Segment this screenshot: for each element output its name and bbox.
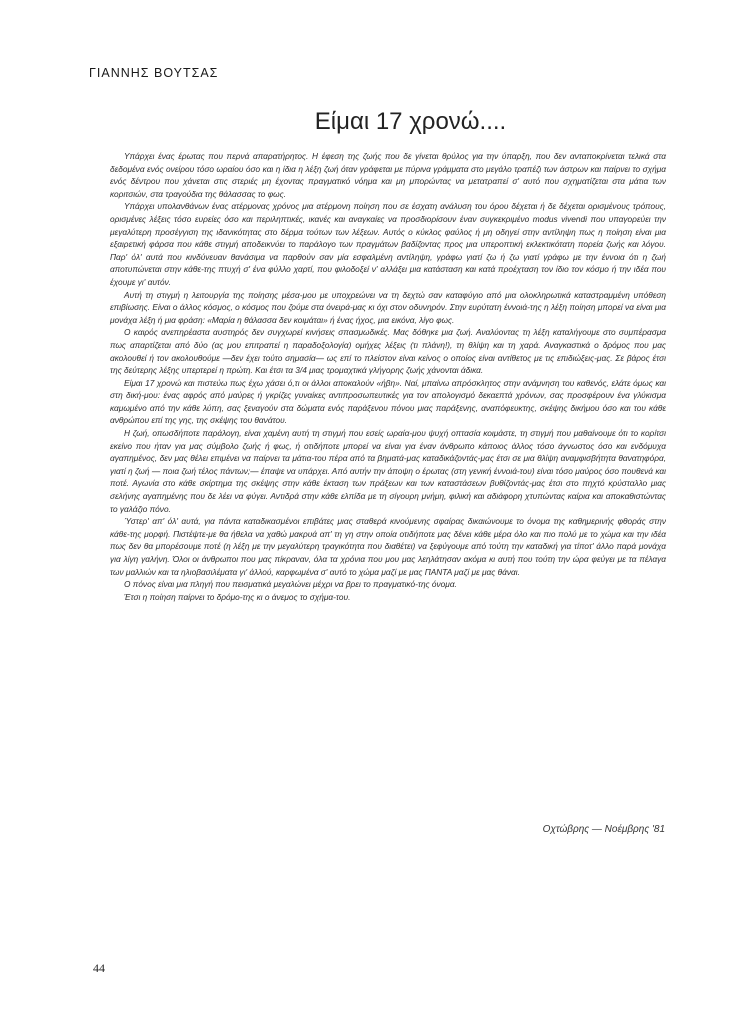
article-body xyxy=(110,150,666,603)
paragraph: Υπάρχει ένας έρωτας που περνά απαρατήρητος. Η έφεση της ζωής που δε γίνεται θρύλος για την ύπαρξη, που δεν ανταποκρίνεται τελικά στα δεδομένα ενός ονείρου τόσο ωραίου όσο και η ίδια η λέξη ζωή όταν γράφεται με πύρινα γράμματα στο μεγάλο τραπέζι των άστρων και παίρνει το σχήμα ενός δέντρου που χάνεται στις στεριές μη έχοντας πραγματικό νόημα και μη μπορώντας να μετατραπεί σ' αυτό που σχηματίζεται στα μάτια των κοριτσιών, στα τραγούδια της θάλασσας το φως. xyxy=(110,151,666,199)
paragraph: Αυτή τη στιγμή η λειτουργία της ποίησης μέσα-μου με υποχρεώνει να τη δεχτώ σαν καταφύγιο από μια ολοκληρωτικά καταστραμμένη υπόθεση επιβίωσης. Είναι ο άλλος κόσμος, ο κόσμος που ζούμε στα όνειρά-μας κι όχι στον οδυνηρόν. Στην ευρύτατη έννοιά-της η λέξη ποίηση μπορεί να είναι μια μονάχα λέξη ή μια φράση: «Μαρία η θάλασσα δεν κοιμάται» ή ένας ήχος, μια εικόνα, λίγο φως. xyxy=(110,289,666,325)
paragraph: Ο καιρός ανεπηρέαστα αυστηρός δεν συγχωρεί κινήσεις σπασμωδικές. Μας δόθηκε μια ζωή. Αναλύοντας τη λέξη καταλήγουμε στο συμπέρασμα πως απαρτίζεται από δύο (ας μου επιτραπεί η παραδοξολογία) ομήχες λέξεις (τι πλάνη!), τη θλίψη και τη χαρά. Αναγκαστικά ο δρόμος που μας ακολουθεί ή τον ακολουθούμε —δεν έχει τούτο σημασία— ως επί το πλείστον είναι κείνος ο οποίος είναι αντίθετος με τις επιδιώξεις-μας. Σε βάρος έτσι της δεύτερης λέξης υπερτερεί η πρώτη. Και έτσι τα 3/4 μιας τρομαχτικά γλήγορης ζωής χάνονται άδικα. xyxy=(110,327,666,376)
paragraph: Ο πόνος είναι μια πληγή που πεισματικά μεγαλώνει μέχρι να βρει το πραγματικό-της όνομα. xyxy=(124,579,457,590)
article-title: Είμαι 17 χρονώ.... xyxy=(314,108,507,135)
paragraph: Έτσι η ποίηση παίρνει το δρόμο-της κι ο άνεμος το σχήμα-του. xyxy=(124,591,351,602)
paragraph: Είμαι 17 χρονώ και πιστεύω πως έχω χάσει ό,τι οι άλλοι αποκαλούν «ήβη». Ναί, μπαίνω απρόσκλητος στην ανάμνηση του καθενός, ελάτε όμως και στη δική-μου: ένας αφρός από μαύρες ή γκρίζες γυναίκες αντιπροσωπευτικές για τον απολογισμό δεκαεπτά χρόνων, σας προσφέρουν ένα γλύκισμα καμωμένο από την κάθε λύπη, σας ξεναγούν στα δώματα ενός παράξενου πόνου μιας παράξενης, αναπόφευκτης, σκέψης δικήμου όσο και του κάθε ανθρώπου επί της γης, της σκέψης του θανάτου. xyxy=(110,377,666,426)
page-number: 44 xyxy=(93,961,105,975)
dateline: Οχτώβρης — Νοέμβρης '81 xyxy=(542,824,665,835)
paragraph: Η ζωή, οπωσδήποτε παράλογη, είναι χαμένη αυτή τη στιγμή που εσείς ωραία-μου ψυχή οπτασία κοιμάστε, τη στιγμή που μαθαίνουμε ότι το κορίτσι εκείνο που ήταν για μας σύμβολο ζωής ή φως, ή οτιδήποτε μπορεί να είναι για έναν άνθρωπο κάποιος άλλος τόσο άγνωστος όσο και ενδόμυχα αγαπημένος, δεν μας θέλει επιμένει να παίρνει τα μάτια-του πέρα από τα βηματά-μας καταδικάζοντάς-μας έτσι σε μια θλίψη αναμφισβήτητα θανατηφόρα, γιατί η ζωή — ποια ζωή τέλος πάντων;— έπαψε να υπάρχει. Από αυτήν την άποψη ο έρωτας (στη γενική έννοιά-του) είναι τόσο μαύρος όσο πουθενά και ποτέ. Αγωνία στο κάθε σκίρτημα της σκέψης στην κάθε έκταση των πράξεων και των καταστάσεων βυθίζοντάς-μας έτσι στο πηχτό κρύσταλλο μιας σελήνης αγαπημένης που δε λέει να φύγει. Αντιδρά στην κάθε ελπίδα με τη σίγουρη μνήμη, φιλική και αδιάφορη χτυπώντας καίρια και αποκαθιστώντας το γαλάζιο πόνο. xyxy=(110,428,666,514)
paragraph: Υπάρχει υπολανθάνων ένας ατέρμονας χρόνος μια ατέρμονη ποίηση που σε έσχατη ανάλυση του όρου δέχεται ή δε δέχεται ορισμένους τρόπους, ορισμένες λέξεις τόσο ευρείες όσο και περιληπτικές, ικανές και αναγκαίες να προσδιορίσουν έναν συγκεκριμένο modus vivendi που υπαγορεύει την μεγαλύτερη προσέγγιση της ιδανικότητας στο δέρμα τούτων των λέξεων. Αυτός ο κύκλος φαύλος ή μη οδηγεί στην αντίληψη πως η ποίηση είναι μια εξαιρετική φάρσα που κάθε στιγμή αποδεικνύει το παράλογο των πραγμάτων βαδίζοντας προς μια υπεροπτική εκλεκτικότατη πορεία ζωής και λόγου. Παρ' όλ' αυτά που κινδύνευαν θανάσιμα να παρθούν σαν μία εσφαλμένη αντίληψη, γράφω γιατί ζω ή ζω γιατί γράφω με την έννοια ότι η ζωή αποτυπώνεται στην κάθε-της πτυχή σ' ένα φύλλο χαρτί, που φιλοδοξεί ν' αλλάξει μια κατάσταση και κατά προέχταση τον ίδιο τον κόσμο ή την ιδέα που έχουμε γι' αυτόν. xyxy=(110,201,666,287)
paragraph: Ύστερ' απ' όλ' αυτά, για πάντα καταδικασμένοι επιβάτες μιας σταθερά κινούμενης σφαίρας δικαιώνουμε το όνομα της καθημερινής φθοράς στην κάθε-της μορφή. Πιστέψτε-με θα ήθελα να χαθώ μακρυά απ' τη γη στην οποία οτιδήποτε μας δένει κάθε μέρα όλο και πιο πολύ με το χώμα και την ιδέα πως δεν θα μπορέσουμε ποτέ (η λέξη με την μεγαλύτερη τραγικότητα που διαθέτει) να ξεφύγουμε από τούτη την καταδική για τίποτ' άλλο παρά μονάχα για λίγη γαλήνη. Όλοι οι άνθρωποι που μας πίκραναν, όλα τα χρόνια που μου μας λεηλάτησαν ακόμα κι αυτή που τούτη την ώρα φεύγει με τα πέλαγα των μαλλιών και τα ηλιοβασιλέματα γι' άλλού, καρφωμένα σ' αυτό το χώμα μαζί με μας ΠΑΝΤΑ μαζί με μας θάναι. xyxy=(110,516,666,577)
author-name: ΓΙΑΝΝΗΣ ΒΟΥΤΣΑΣ xyxy=(89,66,219,80)
